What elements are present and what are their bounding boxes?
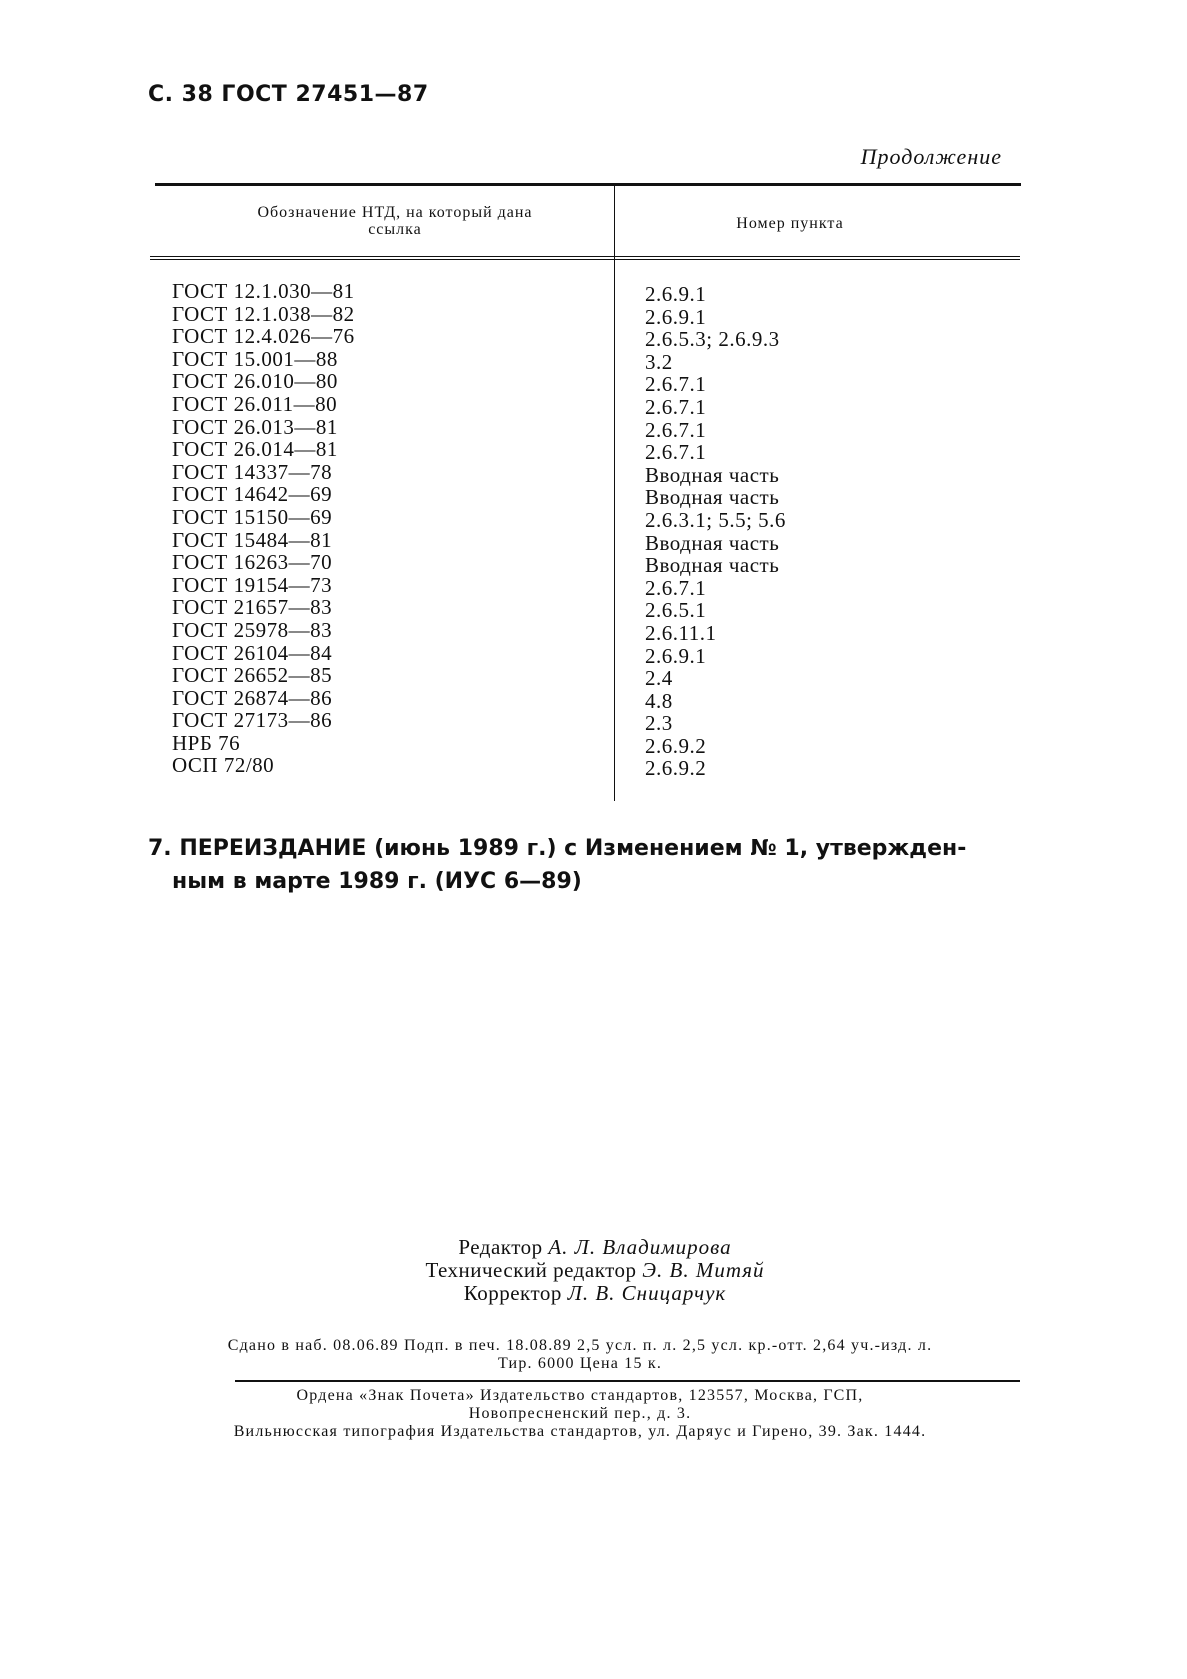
continuation-label: Продолжение	[860, 144, 1002, 169]
table-row-item: 2.6.7.1	[645, 440, 707, 465]
printer-line: Вильнюсская типография Издательства стандартов, ул. Даряус и Гирено, 39. Зак. 1444.	[233, 1423, 927, 1440]
credit-name: А. Л. Владимирова	[548, 1235, 732, 1259]
credit-role: Корректор	[463, 1281, 562, 1305]
header-rule-2	[150, 259, 1020, 260]
credit-proofreader	[300, 1282, 890, 1305]
table-row-ntd: ГОСТ 12.1.038—82	[172, 301, 355, 326]
table-row-item: 2.6.9.2	[645, 733, 707, 758]
table-row-ntd: ГОСТ 27173—86	[172, 708, 333, 733]
table-row-item: 2.6.5.1	[645, 598, 707, 623]
col2-header: Номер пункта	[736, 215, 844, 232]
credit-name: Л. В. Сницарчук	[567, 1281, 727, 1305]
table-row-ntd: ГОСТ 26.011—80	[172, 391, 338, 416]
table-row-item: 2.4	[645, 666, 673, 691]
table-row-ntd: ГОСТ 26874—86	[172, 685, 333, 710]
table-row-ntd: ГОСТ 26.010—80	[172, 369, 338, 394]
table-row-item: 2.6.9.1	[645, 304, 707, 329]
table-row-item: 2.6.3.1; 5.5; 5.6	[645, 507, 786, 532]
table-row-item: Вводная часть	[645, 530, 780, 555]
table-row-ntd: ГОСТ 21657—83	[172, 595, 333, 620]
header-rule	[150, 256, 1020, 257]
table-top-rule	[155, 183, 1021, 186]
credits	[300, 1236, 890, 1305]
table-row-item: 2.6.9.2	[645, 756, 707, 781]
imprint-rule	[235, 1380, 1020, 1382]
imprint-line1: Сдано в наб. 08.06.89 Подп. в печ. 18.08.89 2,5 усл. п. л. 2,5 усл. кр.-отт. 2,64 уч.-изд. л.	[227, 1337, 933, 1354]
table-row-item: 2.6.11.1	[645, 620, 717, 645]
section-7-reissue	[148, 832, 1028, 898]
table-row-ntd: ГОСТ 15150—69	[172, 504, 333, 529]
table-row-ntd: ГОСТ 15.001—88	[172, 346, 338, 371]
publisher-line1: Ордена «Знак Почета» Издательство стандартов, 123557, Москва, ГСП,	[296, 1387, 864, 1404]
table-row-item: 2.6.7.1	[645, 394, 707, 419]
table-row-item: 2.6.7.1	[645, 575, 707, 600]
table-row-item: Вводная часть	[645, 485, 780, 510]
table-row-ntd: ОСП 72/80	[172, 753, 275, 778]
page-header: С. 38 ГОСТ 27451—87	[148, 82, 429, 107]
imprint-line2: Тир. 6000 Цена 15 к.	[497, 1355, 663, 1372]
table-row-ntd: ГОСТ 16263—70	[172, 550, 333, 575]
table-row-ntd: ГОСТ 25978—83	[172, 617, 333, 642]
publisher-line2: Новопресненский пер., д. 3.	[468, 1405, 692, 1422]
section-7-line1: 7. ПЕРЕИЗДАНИЕ (июнь 1989 г.) с Изменением № 1, утвержден-	[148, 836, 967, 861]
table-row-item: 4.8	[645, 688, 673, 713]
table-row-ntd: ГОСТ 19154—73	[172, 572, 333, 597]
credit-role: Редактор	[458, 1235, 543, 1259]
table-row-item: 2.6.7.1	[645, 372, 707, 397]
table-row-ntd: НРБ 76	[172, 730, 241, 755]
table-row-item: 3.2	[645, 349, 673, 374]
table-row-ntd: ГОСТ 12.4.026—76	[172, 324, 355, 349]
credit-name: Э. В. Митяй	[642, 1258, 765, 1282]
table-row-ntd: ГОСТ 15484—81	[172, 527, 333, 552]
table-row-item: 2.6.9.1	[645, 282, 707, 306]
table-row-ntd: ГОСТ 12.1.030—81	[172, 279, 355, 303]
table-row-item: Вводная часть	[645, 462, 780, 487]
credit-role: Технический редактор	[425, 1258, 637, 1282]
credit-tech-editor	[300, 1259, 890, 1282]
table-row-ntd: ГОСТ 26.013—81	[172, 414, 338, 439]
table-row-ntd: ГОСТ 14337—78	[172, 459, 333, 484]
column-divider	[614, 186, 615, 801]
table-row-item: 2.6.7.1	[645, 417, 707, 442]
table-row-ntd: ГОСТ 26104—84	[172, 640, 333, 665]
table-row-item: 2.6.5.3; 2.6.9.3	[645, 327, 780, 352]
table-row-ntd: ГОСТ 26652—85	[172, 663, 333, 688]
table-row-ntd: ГОСТ 26.014—81	[172, 437, 338, 462]
credit-editor	[300, 1236, 890, 1259]
table-row-item: 2.6.9.1	[645, 643, 707, 668]
section-7-line2: ным в марте 1989 г. (ИУС 6—89)	[172, 869, 582, 894]
table-row-item: 2.3	[645, 711, 673, 736]
col1-header: Обозначение НТД, на который дана ссылка	[257, 204, 533, 238]
ntd-column	[172, 280, 355, 777]
table-row-item: Вводная часть	[645, 553, 780, 578]
item-column	[645, 283, 786, 780]
table-row-ntd: ГОСТ 14642—69	[172, 482, 333, 507]
